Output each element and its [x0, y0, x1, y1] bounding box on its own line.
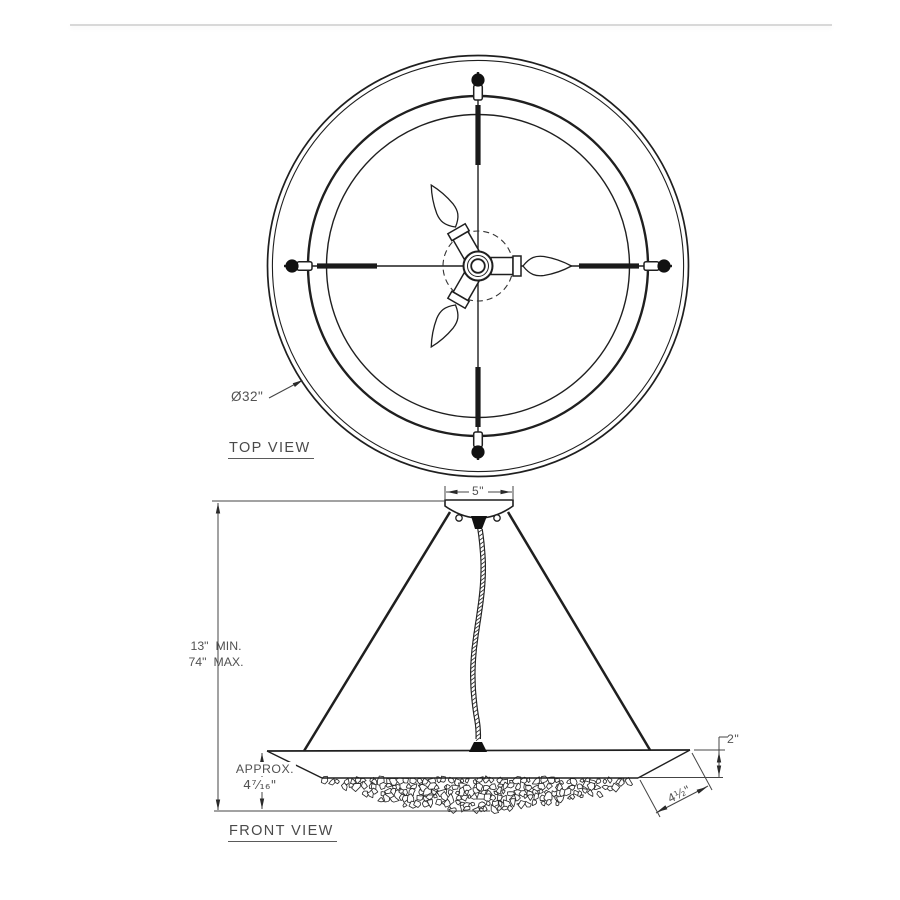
cord-strain-relief-top — [471, 516, 487, 529]
bowl-depth-value-label: 4⁷⁄₁₆" — [243, 777, 277, 792]
center-hub — [464, 252, 493, 281]
canopy — [445, 500, 513, 529]
height-max-label — [156, 655, 276, 669]
rim-slant-label: 4½" — [665, 782, 693, 806]
power-cord — [471, 529, 486, 741]
lamp-bulb-right — [491, 256, 572, 276]
bowl-shade — [267, 742, 690, 778]
bowl-right-facet — [638, 750, 690, 778]
cord-strain-relief-bottom — [469, 742, 487, 752]
canopy-screw-right — [494, 515, 500, 521]
top-view-drawing — [268, 56, 689, 477]
canopy-width-label: 5" — [472, 483, 484, 498]
support-arm-bottom — [471, 266, 484, 460]
lamp-bulb-upper-left — [423, 180, 481, 260]
support-arm-top — [471, 72, 484, 266]
bowl-depth-prefix-label: APPROX. — [235, 762, 295, 776]
rim-height-label: 2" — [727, 731, 740, 746]
height-min-value: 13" — [190, 639, 209, 653]
diameter-label: Ø32" — [231, 389, 264, 404]
top-view-title: TOP VIEW — [228, 440, 314, 459]
front-view-title: FRONT VIEW — [228, 823, 337, 842]
lamp-bulb-lower-left — [423, 272, 481, 352]
height-min-unit: MIN. — [215, 639, 242, 653]
canopy-screw-left — [456, 515, 462, 521]
height-max-unit: MAX. — [213, 654, 244, 669]
height-min-label — [156, 639, 276, 653]
height-max-value: 74" — [188, 654, 207, 669]
suspension-cable-right — [508, 512, 650, 750]
suspension-cable-left — [304, 512, 450, 751]
support-arm-left — [284, 259, 478, 272]
suspension-cables — [304, 512, 650, 751]
crinkle-glass-texture — [321, 776, 632, 814]
